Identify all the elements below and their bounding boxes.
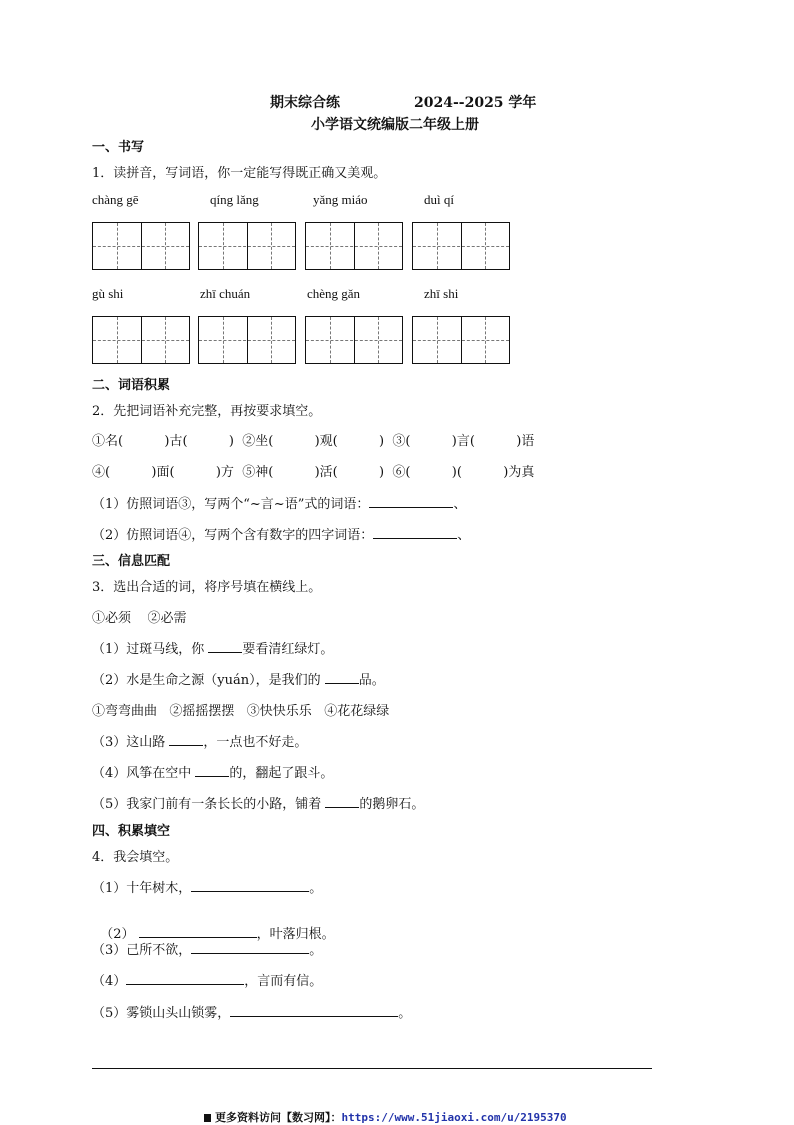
answer-blank[interactable] — [191, 941, 309, 954]
fill-1-text: （1）十年树木， — [92, 881, 192, 896]
sub-question-2-text: （2）仿照词语④，写两个含有数字的四字词语： — [92, 528, 374, 543]
sentence-2-end: 品。 — [358, 673, 385, 688]
answer-blank[interactable] — [325, 671, 359, 684]
pinyin-6: zhī chuán — [200, 286, 251, 301]
sentence-5-end: 的鹅卵石。 — [359, 797, 425, 812]
sentence-1 — [92, 638, 333, 657]
fill-4 — [92, 970, 322, 989]
sentence-4-text: （4）风筝在空中 — [92, 766, 196, 781]
sentence-1-text: （1）过斑马线，你 — [92, 642, 209, 657]
idiom-line-2: ④( )面( )方 ⑤神( )活( ) ⑥( )( )为真 — [92, 465, 535, 480]
sentence-5-text: （5）我家门前有一条长长的小路，铺着 — [92, 797, 326, 812]
writing-grid[interactable] — [412, 316, 510, 364]
sentence-2-text: （2）水是生命之源（yuán），是我们的 — [92, 673, 325, 688]
question-3: 3．选出合适的词，将序号填在横线上。 — [92, 580, 322, 595]
pinyin-1: chàng gē — [92, 192, 139, 207]
question-1: 1．读拼音，写词语，你一定能写得既正确又美观。 — [92, 166, 387, 181]
answer-blank[interactable] — [230, 1004, 398, 1017]
footer-link[interactable] — [204, 1109, 567, 1125]
pinyin-7: chèng gǎn — [307, 286, 361, 301]
sub-question-1 — [92, 493, 466, 512]
fill-4-end: ，言而有信。 — [244, 974, 323, 989]
sentence-5 — [92, 793, 424, 812]
answer-blank[interactable] — [208, 640, 242, 653]
sentence-2 — [92, 669, 385, 688]
footer-divider — [92, 1068, 652, 1069]
answer-blank[interactable] — [139, 925, 257, 938]
section3-heading: 三、信息匹配 — [92, 554, 171, 569]
fill-2-text: （2） — [100, 927, 139, 942]
fill-5 — [92, 1002, 411, 1021]
options-1: ①必须 ②必需 — [92, 611, 187, 626]
sub-question-2 — [92, 524, 470, 543]
answer-blank[interactable] — [126, 972, 244, 985]
title-left: 期末综合练 — [270, 95, 340, 111]
fill-3-text: （3）己所不欲， — [92, 943, 192, 958]
fill-3-end: 。 — [309, 943, 323, 958]
fill-3 — [92, 939, 322, 958]
footer-text: 更多资料访问【数习网】： — [215, 1111, 342, 1124]
sentence-4-end: 的，翻起了跟斗。 — [229, 766, 334, 781]
pinyin-5: gù shi — [92, 286, 124, 301]
writing-grid[interactable] — [92, 316, 190, 364]
comma: 、 — [457, 528, 471, 543]
answer-blank[interactable] — [195, 764, 229, 777]
options-2: ①弯弯曲曲 ②摇摇摆摆 ③快快乐乐 ④花花绿绿 — [92, 704, 390, 719]
section1-heading: 一、书写 — [92, 140, 145, 155]
question-2: 2．先把词语补充完整，再按要求填空。 — [92, 404, 322, 419]
writing-grid[interactable] — [305, 222, 403, 270]
fill-5-text: （5）雾锁山头山锁雾， — [92, 1006, 231, 1021]
subtitle: 小学语文统编版二年级上册 — [311, 117, 479, 133]
answer-blank[interactable] — [373, 526, 457, 539]
fill-2 — [92, 908, 335, 942]
footer-url[interactable]: https://www.51jiaoxi.com/u/2195370 — [341, 1111, 567, 1124]
pinyin-8: zhī shi — [424, 286, 459, 301]
answer-blank[interactable] — [369, 495, 453, 508]
writing-grid[interactable] — [92, 222, 190, 270]
answer-blank[interactable] — [169, 733, 203, 746]
sub-question-1-text: （1）仿照词语③，写两个“~言~语”式的词语： — [92, 497, 370, 512]
fill-2-end: ，叶落归根。 — [256, 927, 335, 942]
idiom-line-1: ①名( )古( ) ②坐( )观( ) ③( )言( )语 — [92, 434, 535, 449]
section2-heading: 二、词语积累 — [92, 378, 171, 393]
writing-grid[interactable] — [198, 316, 296, 364]
fill-5-end: 。 — [398, 1006, 412, 1021]
sentence-3-text: （3）这山路 — [92, 735, 170, 750]
answer-blank[interactable] — [325, 795, 359, 808]
fill-1 — [92, 877, 322, 896]
flag-icon — [204, 1114, 211, 1122]
fill-4-text: （4） — [92, 974, 127, 989]
section4-heading: 四、积累填空 — [92, 824, 171, 839]
sentence-4 — [92, 762, 333, 781]
writing-grid[interactable] — [412, 222, 510, 270]
question-4: 4．我会填空。 — [92, 850, 179, 865]
fill-1-end: 。 — [309, 881, 323, 896]
title-right: 2024--2025 学年 — [414, 95, 537, 111]
comma: 、 — [453, 497, 467, 512]
sentence-3-end: ，一点也不好走。 — [203, 735, 308, 750]
writing-grid[interactable] — [305, 316, 403, 364]
pinyin-4: duì qí — [424, 192, 454, 207]
pinyin-3: yǎng miáo — [313, 192, 368, 207]
sentence-3 — [92, 731, 307, 750]
sentence-1-end: 要看清红绿灯。 — [242, 642, 334, 657]
writing-grid[interactable] — [198, 222, 296, 270]
answer-blank[interactable] — [191, 879, 309, 892]
pinyin-2: qíng lǎng — [210, 192, 259, 207]
